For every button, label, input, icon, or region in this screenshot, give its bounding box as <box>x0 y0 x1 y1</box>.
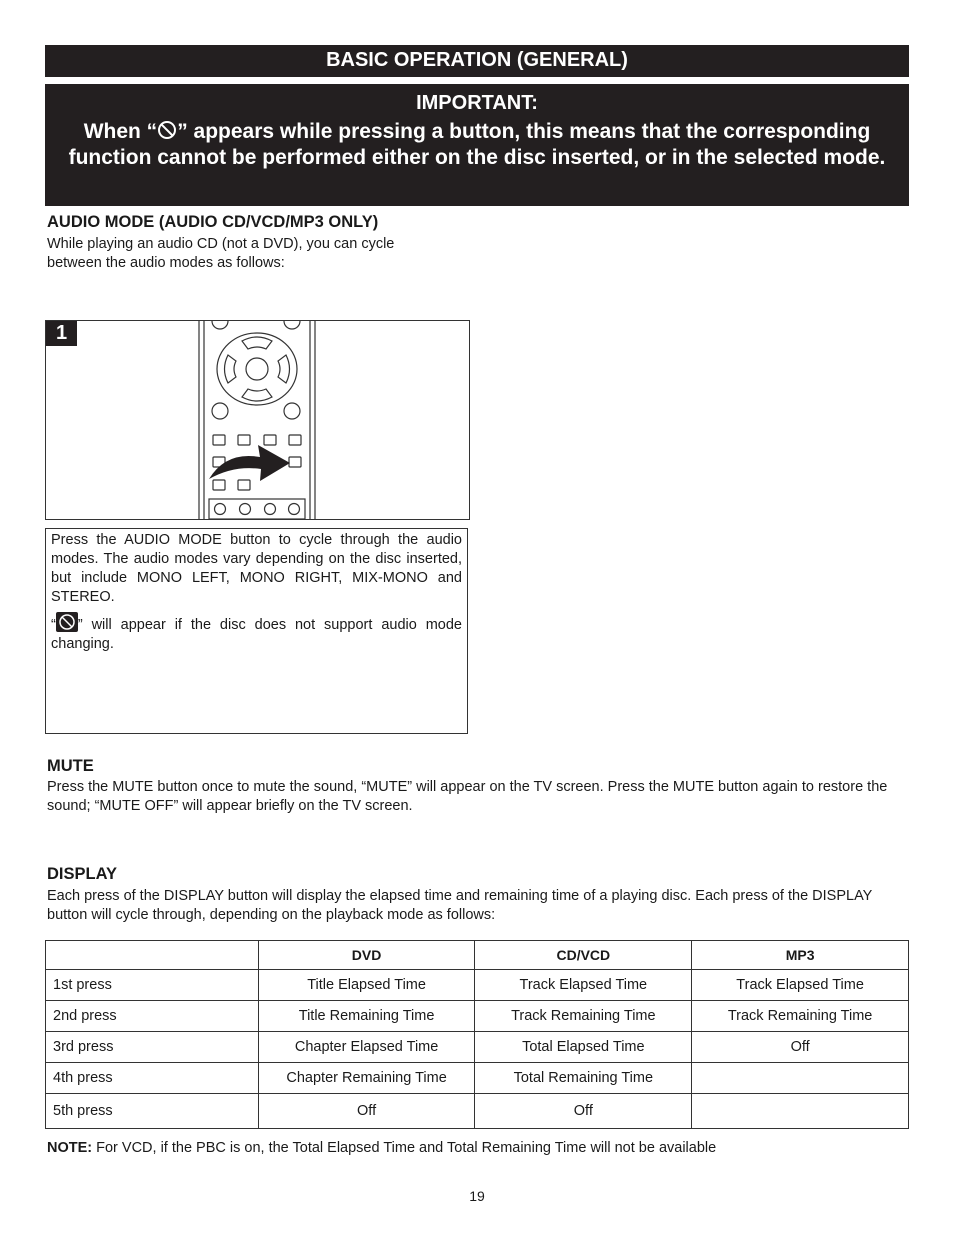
table-cell: Total Elapsed Time <box>475 1032 692 1063</box>
table-row <box>46 970 909 1001</box>
caption-paragraph-1: Press the AUDIO MODE button to cycle through the audio modes. The audio modes vary depending on the disc inserted, but include MONO LEFT, MONO RIGHT, MIX-MONO and STEREO. <box>51 532 462 605</box>
important-box <box>45 84 909 206</box>
table-header-cell <box>46 941 259 970</box>
note-label: NOTE: <box>47 1140 93 1156</box>
table-cell: Title Remaining Time <box>258 1001 475 1032</box>
audio-mode-heading: AUDIO MODE (AUDIO CD/VCD/MP3 ONLY) <box>47 213 379 231</box>
table-cell: Track Elapsed Time <box>475 970 692 1001</box>
page-number: 19 <box>469 1188 485 1204</box>
remote-illustration <box>45 320 470 520</box>
important-title: IMPORTANT: <box>416 92 538 114</box>
note <box>47 1140 716 1156</box>
important-text: When “ ” appears while pressing a button, this means that the corresponding function cannot be performed either on the disc inserted, or in the selected mode. <box>68 120 886 169</box>
table-cell: Chapter Elapsed Time <box>258 1032 475 1063</box>
table-cell: Off <box>475 1094 692 1129</box>
mute-heading: MUTE <box>47 757 94 775</box>
table-cell: Track Remaining Time <box>475 1001 692 1032</box>
display-table <box>45 940 909 1129</box>
table-cell: Chapter Remaining Time <box>258 1063 475 1094</box>
table-cell: Off <box>692 1032 909 1063</box>
remote-control-drawing <box>46 321 469 519</box>
table-row <box>46 1032 909 1063</box>
table-cell: 4th press <box>46 1063 259 1094</box>
note-text: For VCD, if the PBC is on, the Total Elapsed Time and Total Remaining Time will not be available <box>92 1140 717 1156</box>
table-cell: 2nd press <box>46 1001 259 1032</box>
table-cell <box>692 1094 909 1129</box>
table-row <box>46 1063 909 1094</box>
mute-text: Press the MUTE button once to mute the sound, “MUTE” will appear on the TV screen. Press the MUTE button again to restore the sound; “MUTE OFF” will appear briefly on the TV screen. <box>47 779 888 814</box>
table-header-cell: CD/VCD <box>475 941 692 970</box>
table-row <box>46 1001 909 1032</box>
table-cell <box>692 1063 909 1094</box>
prohibited-icon <box>157 120 177 140</box>
table-header-row <box>46 941 909 970</box>
step-number: 1 <box>46 321 77 346</box>
table-cell: 1st press <box>46 970 259 1001</box>
display-text: Each press of the DISPLAY button will display the elapsed time and remaining time of a playing disc. Each press of the DISPLAY button will cycle through, depending on the playback mode as follows: <box>47 888 873 923</box>
caption-paragraph-2: “ ” will appear if the disc does not support audio mode changing. <box>51 612 462 654</box>
table-header-cell: MP3 <box>692 941 909 970</box>
section-header: BASIC OPERATION (GENERAL) <box>45 45 909 77</box>
table-cell: 5th press <box>46 1094 259 1129</box>
table-cell: Track Elapsed Time <box>692 970 909 1001</box>
table-row <box>46 1094 909 1129</box>
table-cell: Total Remaining Time <box>475 1063 692 1094</box>
table-header-cell: DVD <box>258 941 475 970</box>
prohibited-icon <box>56 612 78 632</box>
table-cell: Title Elapsed Time <box>258 970 475 1001</box>
table-cell: Track Remaining Time <box>692 1001 909 1032</box>
table-cell: Off <box>258 1094 475 1129</box>
table-cell: 3rd press <box>46 1032 259 1063</box>
step-caption <box>45 528 468 734</box>
display-heading: DISPLAY <box>47 865 117 883</box>
audio-mode-intro: While playing an audio CD (not a DVD), you can cycle between the audio modes as follows: <box>47 236 395 271</box>
